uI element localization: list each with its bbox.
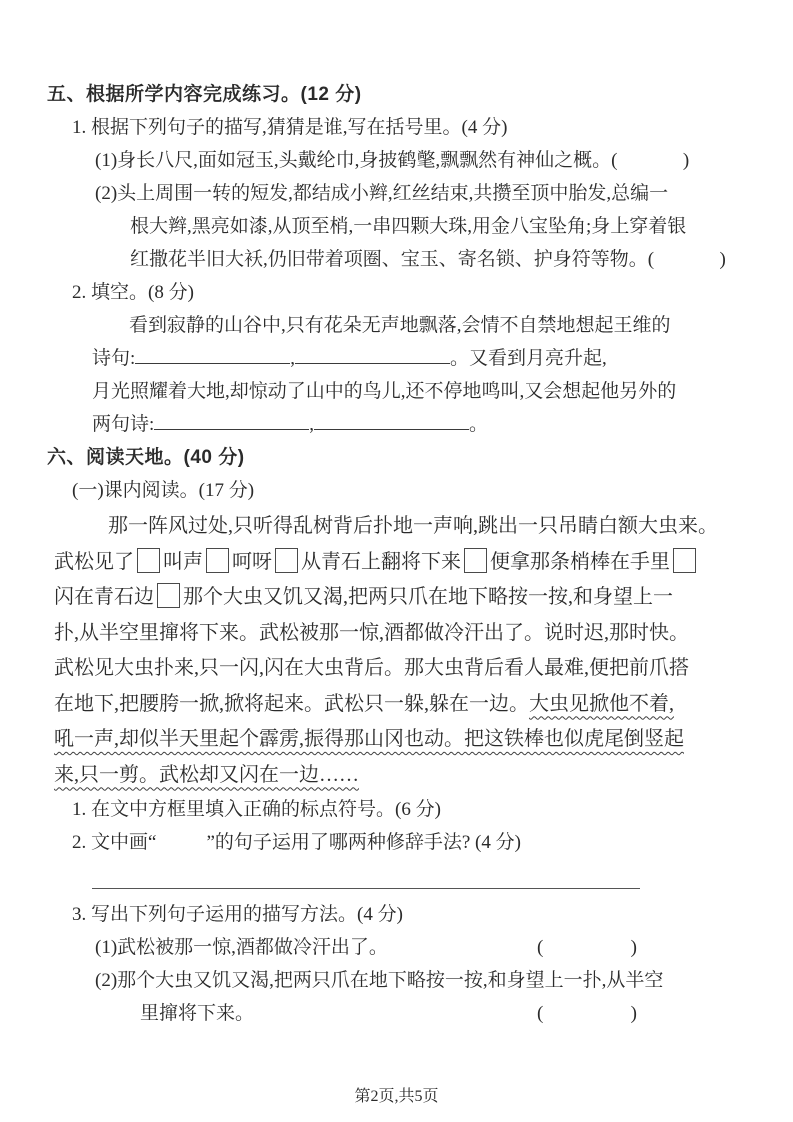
passage-text: 在地下,把腰胯一掀,掀将起来。武松只一躲,躲在一边。 [54, 692, 529, 715]
punctuation-box [673, 548, 696, 573]
passage-text: 呵呀 [232, 550, 272, 573]
s5-q1-item1-text: (1)身长八尺,面如冠玉,头戴纶巾,身披鹤氅,飘飘然有神仙之概。 [95, 150, 612, 171]
passage-line-with-boxes [47, 580, 715, 616]
punctuation-box [137, 548, 160, 573]
s6-q3-item1-text: (1)武松被那一惊,酒都做冷汗出了。 [95, 937, 388, 958]
punctuation-box [464, 548, 487, 573]
fill-prefix: 诗句: [92, 348, 136, 369]
passage-text: 闪在青石边 [54, 586, 154, 608]
s5-q2-paragraph-line3: 月光照耀着大地,却惊动了山中的鸟儿,还不停地鸣叫,又会想起他另外的 [92, 381, 677, 402]
passage-line: 扑,从半空里撺将下来。武松被那一惊,酒都做冷汗出了。说时迟,那时快。 [54, 621, 689, 644]
section-6-heading: 六、阅读天地。(40 分) [47, 447, 245, 468]
wavy-underlined-text: 大虫见掀他不着, [529, 692, 674, 715]
s6-q3-label: 3. 写出下列句子运用的描写方法。(4 分) [72, 904, 403, 925]
s5-q1-item1 [47, 144, 715, 177]
bracket-close: ) [630, 937, 637, 958]
page-footer: 第2页,共5页 [354, 1088, 439, 1105]
passage-line-part-wavy [47, 687, 715, 723]
fill-blank [295, 343, 450, 364]
bracket-open: ( [647, 249, 655, 270]
passage-line: 那一阵风过处,只听得乱树背后扑地一声响,跳出一只吊睛白额大虫来。 [108, 515, 718, 537]
section-5-heading: 五、根据所学内容完成练习。(12 分) [47, 84, 362, 105]
s5-q1-label: 1. 根据下列句子的描写,猜猜是谁,写在括号里。(4 分) [72, 117, 508, 138]
passage-text: 那个大虫又饥又渴,把两只爪在地下略按一按,和身望上一 [183, 586, 673, 608]
fill-suffix: 。又看到月亮升起, [450, 348, 607, 369]
s5-q2-paragraph-line1: 看到寂静的山谷中,只有花朵无声地飘落,会情不自禁地想起王维的 [129, 315, 671, 336]
s6-q3-item2-line2 [47, 997, 715, 1030]
s6-q2-label [47, 826, 715, 859]
q2-text-prefix: 2. 文中画“ [72, 832, 157, 853]
fill-comma: , [309, 414, 315, 435]
answer-bracket [648, 243, 726, 276]
punctuation-box [206, 548, 229, 573]
s5-q1-item2-line1: (2)头上周围一转的短发,都结成小辫,红丝结束,共攒至顶中胎发,总编一 [95, 183, 669, 204]
punctuation-box [157, 583, 180, 608]
reading-passage [47, 509, 718, 793]
bracket-close: ) [719, 249, 726, 270]
s6-q3-item2-line2-text: 里撺将下来。 [140, 1003, 255, 1024]
passage-text: 从青石上翻将下来 [301, 550, 461, 573]
passage-line-with-boxes [47, 545, 715, 581]
wavy-underlined-text: 来,只一剪。武松却又闪在一边…… [54, 763, 359, 786]
page-content [47, 78, 726, 1030]
bracket-close: ) [682, 150, 690, 171]
passage-text: 叫声 [163, 550, 203, 573]
answer-bracket [537, 931, 637, 964]
passage-text: 武松见了 [54, 550, 134, 573]
passage-line: 武松见大虫扑来,只一闪,闪在大虫背后。那大虫背后看人最难,便把前爪搭 [54, 657, 689, 679]
s6-q1-label: 1. 在文中方框里填入正确的标点符号。(6 分) [72, 799, 441, 820]
s5-q2-fill-line1 [47, 342, 715, 375]
bracket-open: ( [537, 1003, 544, 1024]
passage-line-wavy [47, 758, 715, 794]
fill-suffix: 。 [469, 414, 489, 435]
q2-text-suffix: ”的句子运用了哪两种修辞手法? (4 分) [206, 832, 521, 853]
answer-bracket [537, 997, 637, 1030]
fill-blank [154, 409, 309, 430]
fill-comma: , [290, 348, 296, 369]
s5-q2-label: 2. 填空。(8 分) [72, 282, 194, 303]
bracket-open: ( [537, 937, 544, 958]
s6-q3-item1 [47, 931, 715, 964]
s6-sub-heading: (一)课内阅读。(17 分) [72, 480, 255, 501]
s5-q1-item2-line3-text: 红撒花半旧大袄,仍旧带着项圈、宝玉、寄名锁、护身符等物。 [130, 249, 648, 270]
fill-blank [135, 343, 290, 364]
passage-line-wavy [47, 722, 715, 758]
s5-q2-fill-line2 [47, 408, 715, 441]
s6-q3-item2-line1: (2)那个大虫又饥又渴,把两只爪在地下略按一按,和身望上一扑,从半空 [95, 970, 664, 991]
passage-text: 便拿那条梢棒在手里 [490, 550, 670, 573]
wavy-underlined-text: 吼一声,却似半天里起个霹雳,振得那山冈也动。把这铁棒也似虎尾倒竖起 [54, 728, 684, 750]
fill-prefix: 两句诗: [92, 414, 155, 435]
answer-line [92, 859, 640, 889]
answer-bracket [611, 144, 689, 177]
s5-q1-item2-line2: 根大辫,黑亮如漆,从顶至梢,一串四颗大珠,用金八宝坠角;身上穿着银 [130, 216, 687, 237]
s5-q1-item2-line3 [47, 243, 726, 276]
bracket-close: ) [630, 1003, 637, 1024]
punctuation-box [275, 548, 298, 573]
fill-blank [314, 409, 469, 430]
bracket-open: ( [611, 150, 618, 171]
